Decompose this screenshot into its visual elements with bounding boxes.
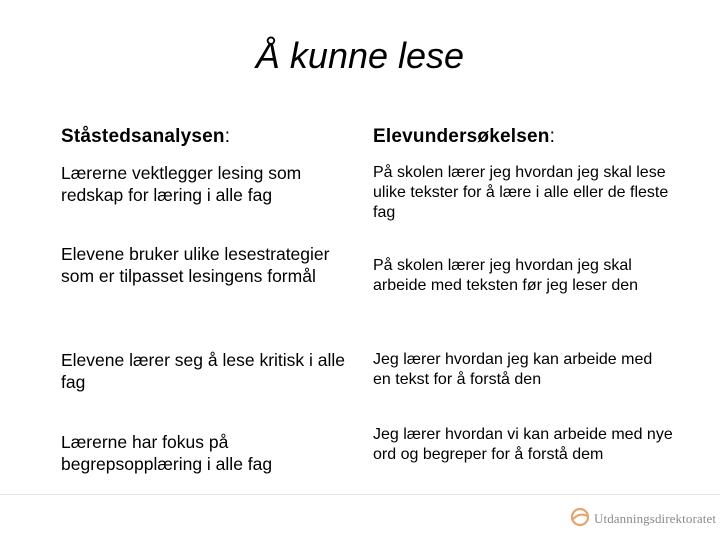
udir-logo <box>570 503 716 535</box>
row-2-right: På skolen lærer jeg hvordan jeg skal arbeide med teksten før jeg leser den <box>373 257 639 294</box>
header-right-label: Elevundersøkelsen <box>373 126 550 147</box>
header-left-label: Ståstedsanalysen <box>61 126 225 147</box>
header-staastedsanalysen <box>61 125 230 149</box>
logo-text: Utdanningsdirektoratet <box>594 511 717 526</box>
header-right-colon: : <box>549 126 556 147</box>
page-title: Å kunne lese <box>255 35 465 76</box>
row-1-right: På skolen lærer jeg hvordan jeg skal lese ulike tekster for å lære i alle eller de fleste fag <box>373 164 669 221</box>
row-1-left: Lærerne vektlegger lesing som redskap for læring i alle fag <box>61 163 302 205</box>
row-3-right: Jeg lærer hvordan jeg kan arbeide med en tekst for å forstå den <box>373 351 653 388</box>
footer-divider <box>0 494 720 495</box>
row-4-right: Jeg lærer hvordan vi kan arbeide med nye ord og begreper for å forstå dem <box>373 426 673 463</box>
header-elevundersokelsen <box>373 125 555 149</box>
row-3-left: Elevene lærer seg å lese kritisk i alle fag <box>61 350 346 392</box>
utdanningsdirektoratet-logo-icon <box>570 507 590 532</box>
header-left-colon: : <box>224 126 231 147</box>
row-4-left: Lærerne har fokus på begrepsopplæring i alle fag <box>61 432 273 474</box>
row-2-left: Elevene bruker ulike lesestrategier som er tilpasset lesingens formål <box>61 244 330 286</box>
